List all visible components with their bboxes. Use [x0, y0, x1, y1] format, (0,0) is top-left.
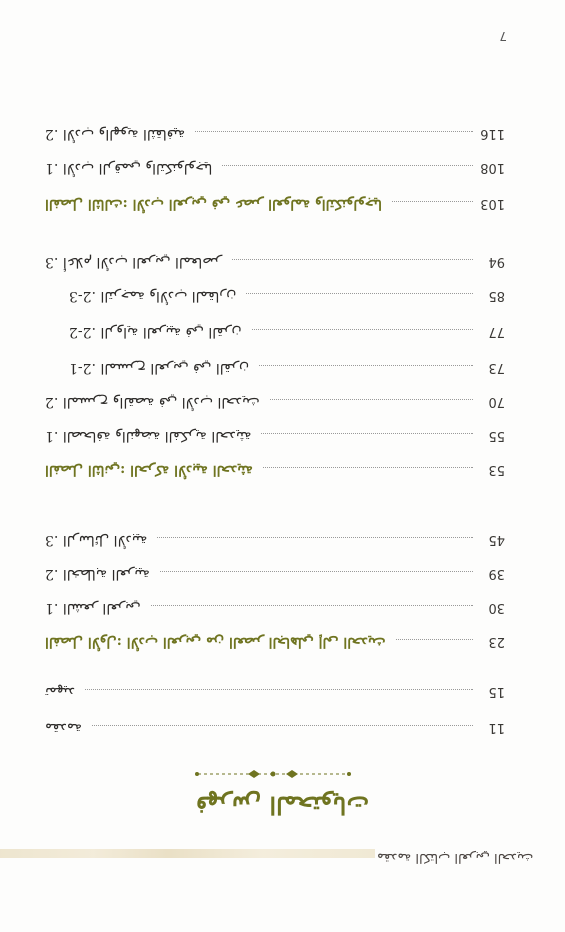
toc-row [45, 532, 505, 554]
toc-row-page: 15 [488, 684, 505, 699]
dot-leader [160, 571, 473, 573]
toc-row [45, 160, 505, 182]
toc-row-title: مقدمة [45, 720, 82, 736]
toc-row-page: 11 [488, 720, 505, 735]
toc-row-page: 70 [488, 394, 505, 409]
toc-title: فهرس المحتويات [196, 791, 370, 820]
toc-row-title: 1. الشعر العربي [45, 600, 141, 616]
dot-leader [92, 725, 473, 727]
toc-row-title: 2. المسرح والقصة في الأدب الحديث [45, 394, 260, 410]
toc-row [45, 600, 505, 622]
toc-row [45, 254, 505, 276]
toc-row-page: 55 [488, 428, 505, 443]
toc-row [45, 684, 505, 706]
toc-row [45, 720, 505, 742]
toc-row-title: الفصل الأول: الأدب العربي من العصر الجاهلي إلى الحديث [45, 634, 386, 650]
toc-row-title: الفصل الثاني: الحركة الأدبية الحديثة [45, 462, 253, 478]
toc-row-page: 94 [488, 254, 505, 269]
toc-section-row [45, 634, 505, 656]
dot-leader [261, 433, 473, 435]
toc-row-title: الفصل الثالث: الأدب العربي في عصر العولمة والتكنولوجيا [45, 196, 382, 212]
dot-leader [222, 165, 473, 167]
toc-row-page: 77 [488, 324, 505, 339]
toc-row [45, 288, 505, 310]
toc-row [45, 360, 505, 382]
toc-section-row [45, 196, 505, 218]
toc-row-title: 1. الصحافة والنهضة الفكرية الحديثة [45, 428, 252, 444]
toc-row-page: 73 [488, 360, 505, 375]
dot-leader [396, 639, 473, 641]
toc-row-title: 3. الرسائل الأدبية [45, 532, 148, 548]
toc-row-page: 45 [488, 532, 505, 547]
toc-row [45, 566, 505, 588]
dot-leader [252, 329, 473, 331]
toc-row-title: 2-3. الترجمة والأدب المقارن [69, 288, 237, 304]
toc-row-title: تمهيد [45, 684, 76, 700]
toc-section-row [45, 462, 505, 484]
dot-leader [195, 131, 473, 133]
toc-row [45, 394, 505, 416]
toc-row-page: 85 [488, 288, 505, 303]
toc-row-title: 2. الخطابة العربية [45, 566, 150, 582]
toc-row-title: 2. الأدب والهوية الثقافية [45, 126, 186, 142]
toc-row [45, 324, 505, 346]
dot-leader [246, 293, 473, 295]
toc-row-page: 103 [480, 196, 505, 211]
toc-row-title: 3. أعلام الأدب العربي المعاصر [45, 254, 222, 270]
toc-row [45, 126, 505, 148]
dot-leader [85, 689, 473, 691]
toc-row-page: 53 [488, 462, 505, 477]
page-number: 7 [499, 29, 507, 43]
dot-leader [232, 259, 473, 261]
toc-row-title: 2-2. الرواية العربية في القرن [69, 324, 242, 340]
toc-row-page: 39 [488, 566, 505, 581]
running-title: مقدمة الكتاب العربي الحديث [377, 850, 534, 865]
dot-leader [270, 399, 473, 401]
toc-row-page: 108 [480, 160, 505, 175]
toc-row-page: 23 [488, 634, 505, 649]
toc-row-page: 116 [480, 126, 505, 141]
toc-row [45, 428, 505, 450]
dot-leader [263, 467, 473, 469]
toc-row-title: 1. الأدب الرقمي والتكنولوجيا [45, 160, 213, 176]
dot-leader [151, 605, 473, 607]
toc-row-page: 30 [488, 600, 505, 615]
dot-leader [392, 201, 473, 203]
dot-leader [259, 365, 473, 367]
toc-row-title: 2-1. المسرح العربي في القرن [69, 360, 250, 376]
dot-leader [157, 537, 473, 539]
